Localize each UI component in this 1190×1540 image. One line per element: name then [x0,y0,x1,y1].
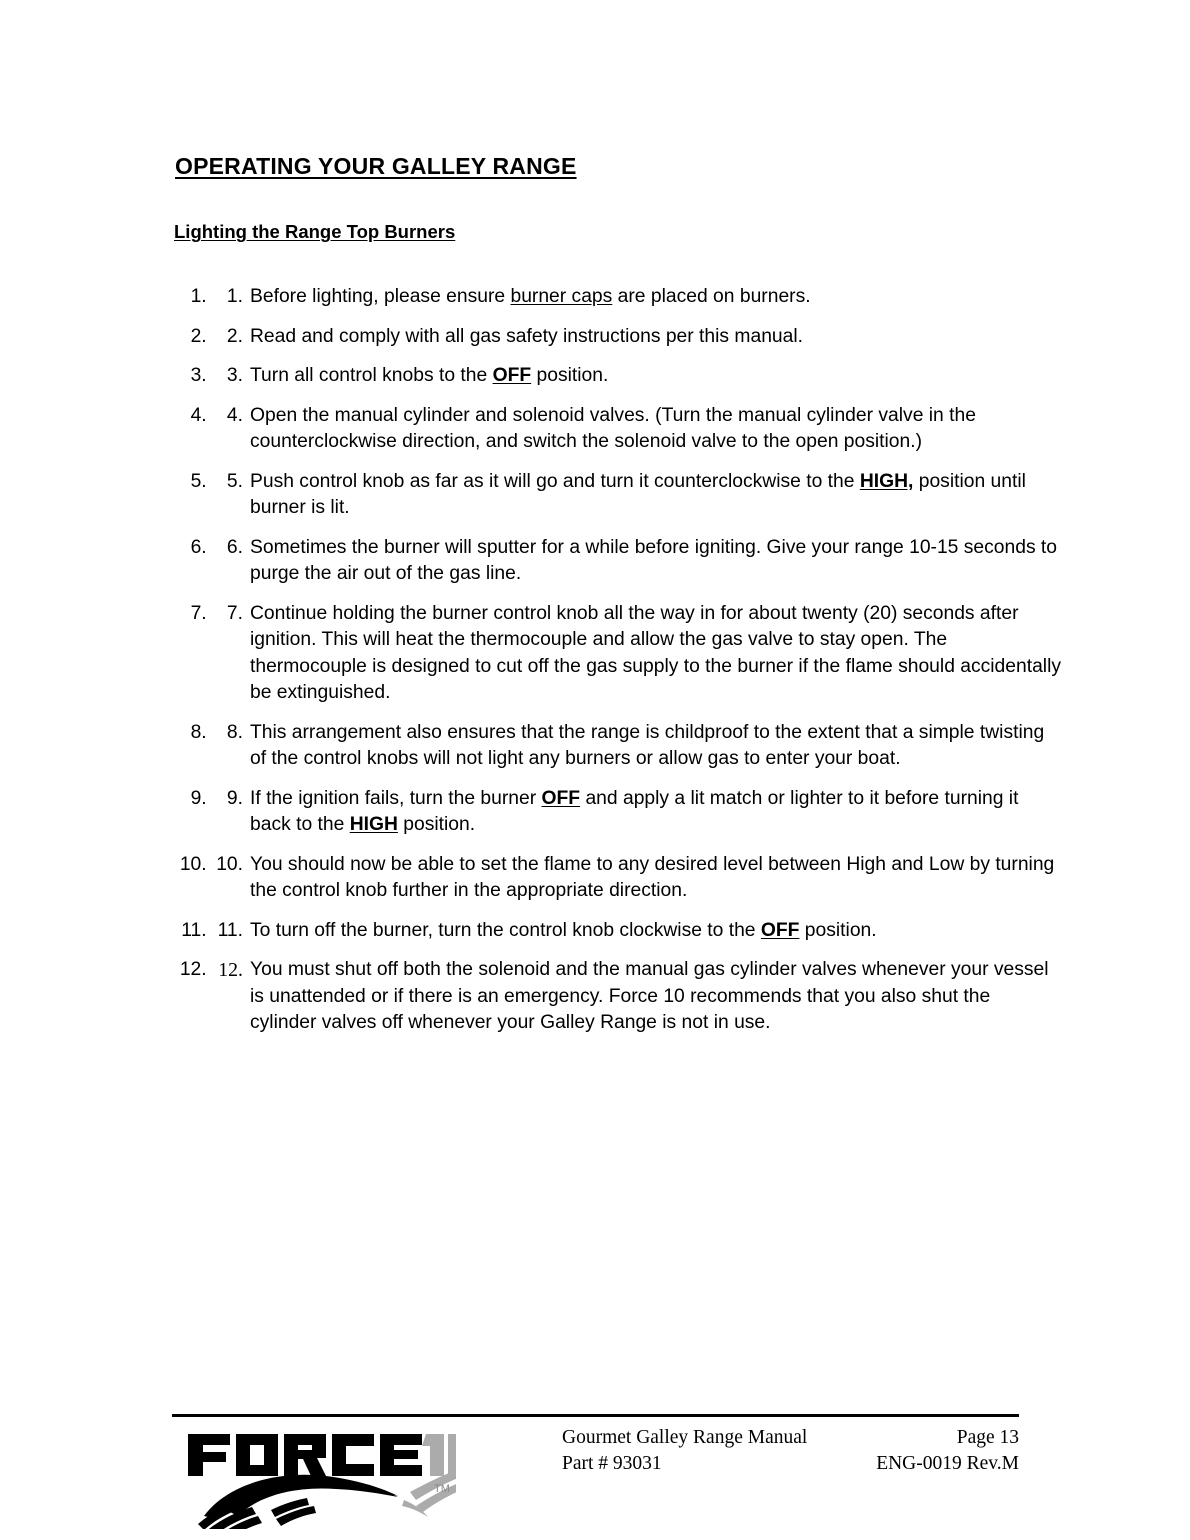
text-run: OFF [760,919,800,941]
text-run: Continue holding the burner control knob all the way in for about twenty (20) seconds after ignition. This will heat the thermocouple and allow the gas valve to stay open. The thermocouple is designed to cut off the gas supply to the burner if the flame should accidentally be extinguished. [250,602,1062,703]
text-run: Push control knob as far as it will go and turn it counterclockwise to the [250,470,860,492]
list-item-text [250,535,1062,588]
list-item [212,957,1062,1037]
instruction-list [172,284,1062,1050]
text-run: HIGH, [859,470,914,492]
text-run: This arrangement also ensures that the range is childproof to the extent that a simple twisting of the control knobs will not light any burners or allow gas to enter your boat. [250,721,1045,769]
text-run: position until burner is lit. [250,470,1026,518]
list-item-text [250,469,1062,522]
text-run: OFF [492,365,532,386]
text-run: Read and comply with all gas safety instructions per this manual. [250,325,803,347]
page-title: OPERATING YOUR GALLEY RANGE [175,153,577,180]
list-item-number: 2. 2. [226,325,243,347]
list-item [212,601,1062,707]
list-item-text [250,403,1062,456]
list-item-number: 12. 12. [218,959,243,981]
list-item-number: 11. 11. [217,919,243,941]
footer-doc-code: ENG-0019 Rev.M [876,1453,1019,1474]
list-item-text [250,786,1062,839]
list-item-text [250,957,1062,1037]
section-heading: Lighting the Range Top Burners [174,221,456,243]
list-item-number: 1. 1. [226,286,243,307]
text-run: You must shut off both the solenoid and the manual gas cylinder valves whenever your vessel is unattended or if there is an emergency. Force 10 recommends that you also shut the cylinder valves off whenever your Galley Range is not in use. [250,959,1049,1033]
text-run: position. [799,919,877,941]
list-item-text [250,601,1062,707]
logo-wordmark-10 [422,1434,456,1476]
list-item [212,852,1062,905]
logo-wordmark-force [188,1434,422,1476]
footer-page-number: Page 13 [956,1427,1019,1448]
list-item [212,324,1062,351]
footer-part-number: Part # 93031 [562,1453,662,1474]
text-run: Open the manual cylinder and solenoid valves. (Turn the manual cylinder valve in the counterclockwise direction, and switch the solenoid valve to the open position.) [250,404,976,452]
text-run: Before lighting, please ensure [250,286,511,307]
text-run: Sometimes the burner will sputter for a while before igniting. Give your range 10-15 seconds to purge the air out of the gas line. [250,536,1058,584]
list-item-number: 4. 4. [226,404,243,426]
footer-divider [172,1414,1019,1417]
list-item [212,469,1062,522]
list-item-text [250,284,1062,311]
list-item-text [250,324,1062,351]
list-item-number: 8. 8. [226,721,243,743]
text-run: position. [531,365,609,386]
list-item-number: 9. 9. [226,787,243,809]
list-item-text [250,852,1062,905]
text-run: and apply a lit match or lighter to it before turning it back to the [250,787,1019,835]
footer-manual-title: Gourmet Galley Range Manual [562,1427,808,1448]
text-run: burner caps [510,286,613,307]
force-10-logo [186,1424,456,1529]
list-item [212,720,1062,773]
text-run: position. [397,814,476,835]
footer-right-block [732,1425,1019,1477]
page-footer [172,1420,1019,1530]
text-run: You should now be able to set the flame to any desired level between High and Low by turning the control knob further in the appropriate direction. [250,853,1055,901]
list-item-number: 5. 5. [226,470,243,492]
list-item [212,918,1062,945]
text-run: are placed on burners. [612,286,811,307]
text-run: HIGH [349,814,398,835]
list-item-text [250,363,1062,390]
trademark-symbol: TM [434,1483,450,1495]
list-item [212,786,1062,839]
list-item [212,284,1062,311]
list-item [212,363,1062,390]
list-item-text [250,720,1062,773]
text-run: If the ignition fails, turn the burner [250,787,542,809]
list-item [212,403,1062,456]
list-item-number: 6. 6. [226,536,243,558]
list-item-text [250,918,1062,945]
list-item-number: 10. 10. [216,853,243,875]
list-item-number: 3. 3. [226,365,243,386]
list-item [212,535,1062,588]
text-run: To turn off the burner, turn the control knob clockwise to the [250,919,761,941]
text-run: OFF [541,787,581,809]
list-item-number: 7. 7. [226,602,243,624]
text-run: Turn all control knobs to the [250,365,493,386]
